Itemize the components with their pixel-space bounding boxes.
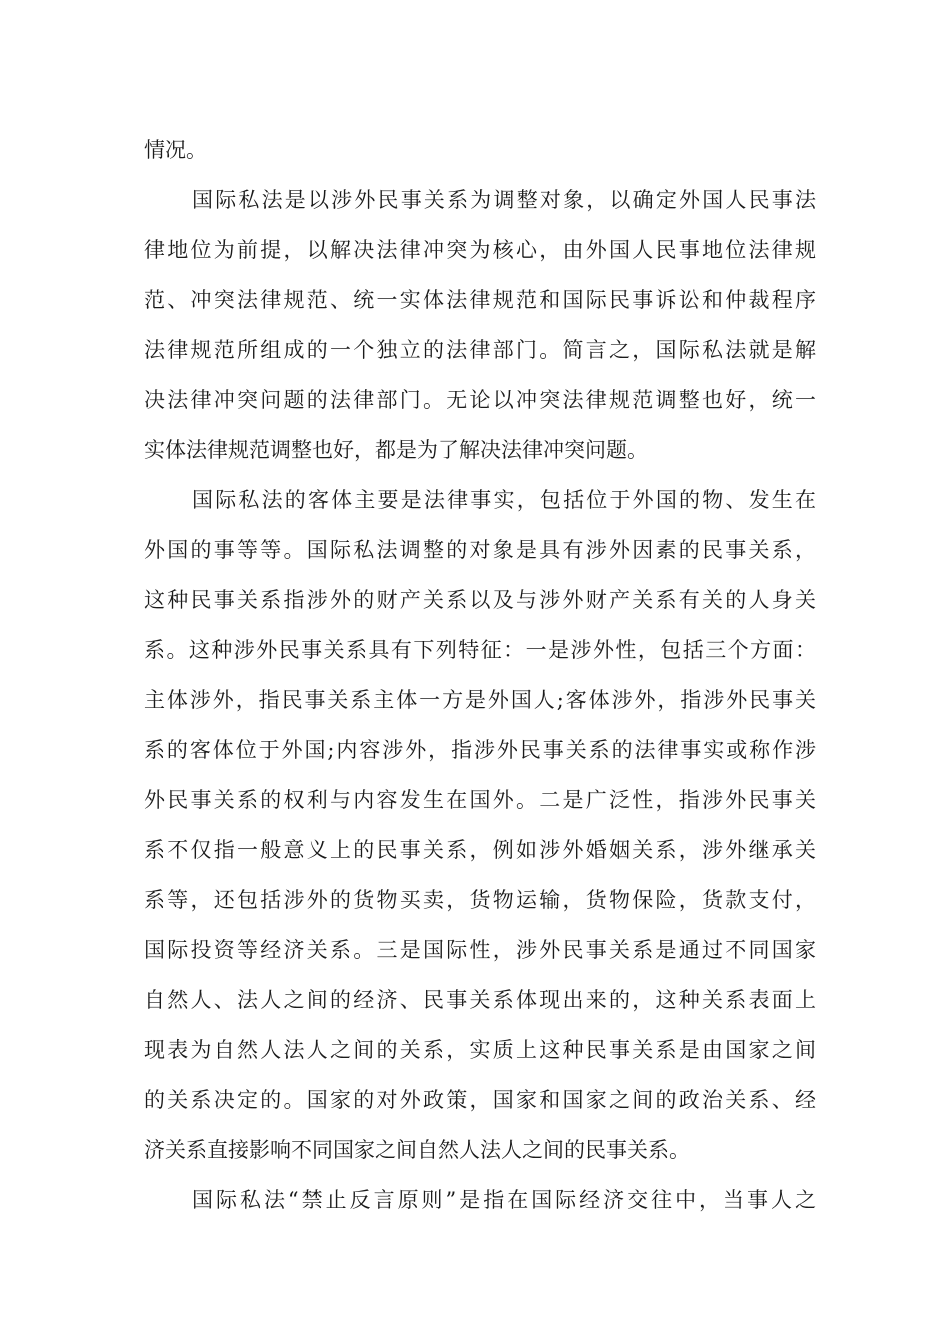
paragraph-line: 自然人、法人之间的经济、民事关系体现出来的，这种关系表面上	[144, 988, 816, 1012]
paragraph-line: 系的客体位于外国;内容涉外，指涉外民事关系的法律事实或称作涉	[144, 738, 816, 762]
paragraph-line: 现表为自然人法人之间的关系，实质上这种民事关系是由国家之间	[144, 1038, 816, 1062]
paragraph-line: 律地位为前提，以解决法律冲突为核心，由外国人民事地位法律规	[144, 238, 816, 262]
paragraph-line: 主体涉外，指民事关系主体一方是外国人;客体涉外，指涉外民事关	[144, 688, 816, 712]
paragraph-line: 情况。	[144, 138, 207, 162]
paragraph-line: 范、冲突法律规范、统一实体法律规范和国际民事诉讼和仲裁程序	[144, 288, 816, 312]
paragraph-line: 系等，还包括涉外的货物买卖，货物运输，货物保险，货款支付，	[144, 888, 816, 912]
paragraph-line: 的关系决定的。国家的对外政策，国家和国家之间的政治关系、经	[144, 1088, 816, 1112]
paragraph-line: 实体法律规范调整也好，都是为了解决法律冲突问题。	[144, 438, 648, 462]
paragraph-line: 国际私法“禁止反言原则”是指在国际经济交往中，当事人之	[192, 1188, 816, 1212]
paragraph-line: 外国的事等等。国际私法调整的对象是具有涉外因素的民事关系，	[144, 538, 816, 562]
paragraph-line: 国际投资等经济关系。三是国际性，涉外民事关系是通过不同国家	[144, 938, 816, 962]
paragraph-line: 国际私法是以涉外民事关系为调整对象，以确定外国人民事法	[192, 188, 816, 212]
paragraph-line: 国际私法的客体主要是法律事实，包括位于外国的物、发生在	[192, 488, 816, 512]
paragraph-line: 系不仅指一般意义上的民事关系，例如涉外婚姻关系，涉外继承关	[144, 838, 816, 862]
paragraph-line: 系。这种涉外民事关系具有下列特征：一是涉外性，包括三个方面：	[144, 638, 816, 662]
paragraph-line: 这种民事关系指涉外的财产关系以及与涉外财产关系有关的人身关	[144, 588, 816, 612]
paragraph-line: 法律规范所组成的一个独立的法律部门。简言之，国际私法就是解	[144, 338, 816, 362]
paragraph-line: 决法律冲突问题的法律部门。无论以冲突法律规范调整也好，统一	[144, 388, 816, 412]
paragraph-line: 济关系直接影响不同国家之间自然人法人之间的民事关系。	[144, 1138, 690, 1162]
paragraph-line: 外民事关系的权利与内容发生在国外。二是广泛性，指涉外民事关	[144, 788, 816, 812]
